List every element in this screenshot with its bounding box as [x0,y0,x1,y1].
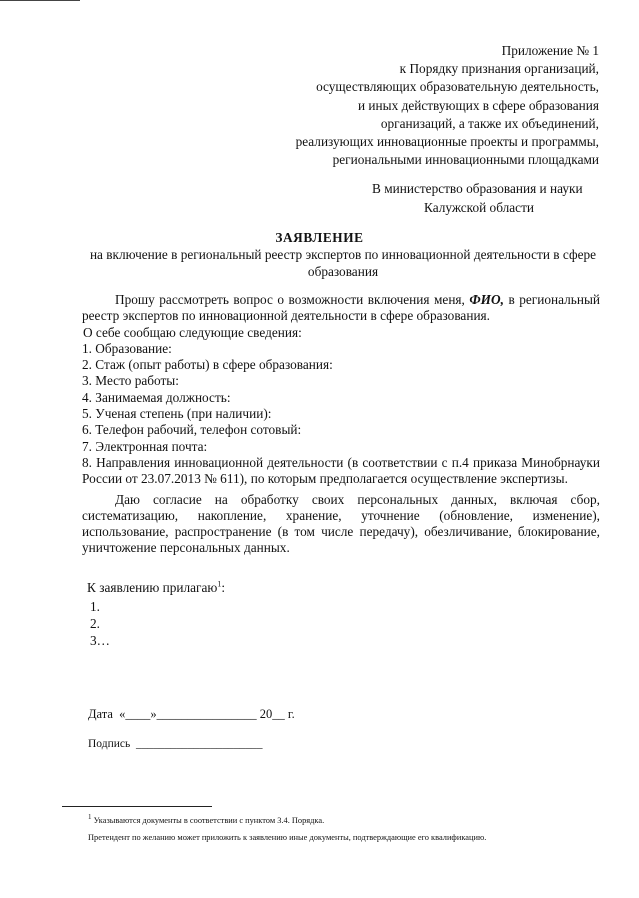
attachment-item: 1. [90,599,100,614]
document-title: ЗАЯВЛЕНИЕ [275,230,364,245]
info-item: 1. Образование: [82,340,172,356]
addressee-line: В министерство образования и науки [372,181,583,196]
annex-header [296,42,599,169]
attachments-block [87,578,225,649]
attachments-list [87,598,225,649]
intro-text: Прошу рассмотреть вопрос о возможности включения меня, [115,292,470,307]
footnote-ref: 1 [217,579,222,589]
date-year-blank: __ [272,707,285,721]
annex-line: осуществляющих образовательную деятельность, [316,79,599,95]
info-item: 7. Электронная почта: [82,438,208,454]
attachment-item: 2. [90,616,100,631]
annex-line: и иных действующих в сфере образования [357,97,599,113]
signature-line [88,738,262,750]
info-item: 6. Телефон рабочий, телефон сотовый: [82,422,302,438]
fio-placeholder: ФИО, [469,292,504,307]
attachments-label: К заявлению прилагаю$^1$: [87,579,226,595]
footnote-2: Претендент по желанию может приложить к заявлению иные документы, подтверждающие его квалификацию. [88,833,487,842]
annex-line: реализующих инновационные проекты и программы, [295,134,599,150]
attachment-item: 3… [90,633,110,648]
document-subtitle: на включение в региональный реестр экспертов по инновационной деятельности в сфере образования [89,247,597,279]
annex-line: Приложение № 1 [501,43,599,58]
intro-paragraph [82,292,600,325]
signature-blank: ______________________ [135,738,263,750]
footnotes [88,812,486,846]
footnote-separator [62,806,212,807]
date-label: Дата [88,707,113,721]
addressee-line: Калужской области [424,199,534,215]
annex-line: региональными инновационными площадками [332,152,599,168]
footnote-1: $^1$ Указываются документы в соответствии с пунктом 3.4. Порядка. [88,813,325,825]
annex-line: к Порядку признания организаций, [399,61,599,77]
signature-label: Подпись [88,738,131,750]
info-item: 5. Ученая степень (при наличии): [82,406,272,422]
scan-edge-line [0,0,80,1]
about-label: О себе сообщаю следующие сведения: [83,324,302,340]
annex-line: организаций, а также их объединений, [380,115,599,131]
intro-text: в региональный реестр экспертов по инновационной деятельности в сфере образования. [82,292,600,324]
date-month-blank: ________________ [156,707,257,721]
addressee-block [372,180,583,217]
date-day-blank: ____ [125,707,151,721]
info-item: 3. Место работы: [82,373,179,389]
date-line: Дата «____»________________ 20__ г. [88,707,295,721]
info-item-directions: 8. Направления инновационной деятельности (в соответствии с п.4 приказа Минобрнауки России от 23.07.2013 № 611), по которым предполагается осуществление экспертизы. [82,454,600,487]
application-body [82,292,600,557]
info-item: 4. Занимаемая должность: [82,389,231,405]
info-item: 2. Стаж (опыт работы) в сфере образования: [82,357,333,373]
consent-paragraph: Даю согласие на обработку своих персональных данных, включая сбор, систематизацию, накопление, хранение, уточнение (обновление, изменение), использование, распространение (в том числе передачу), обезличивание, блокирование, уничтожение персональных данных. [82,491,600,556]
